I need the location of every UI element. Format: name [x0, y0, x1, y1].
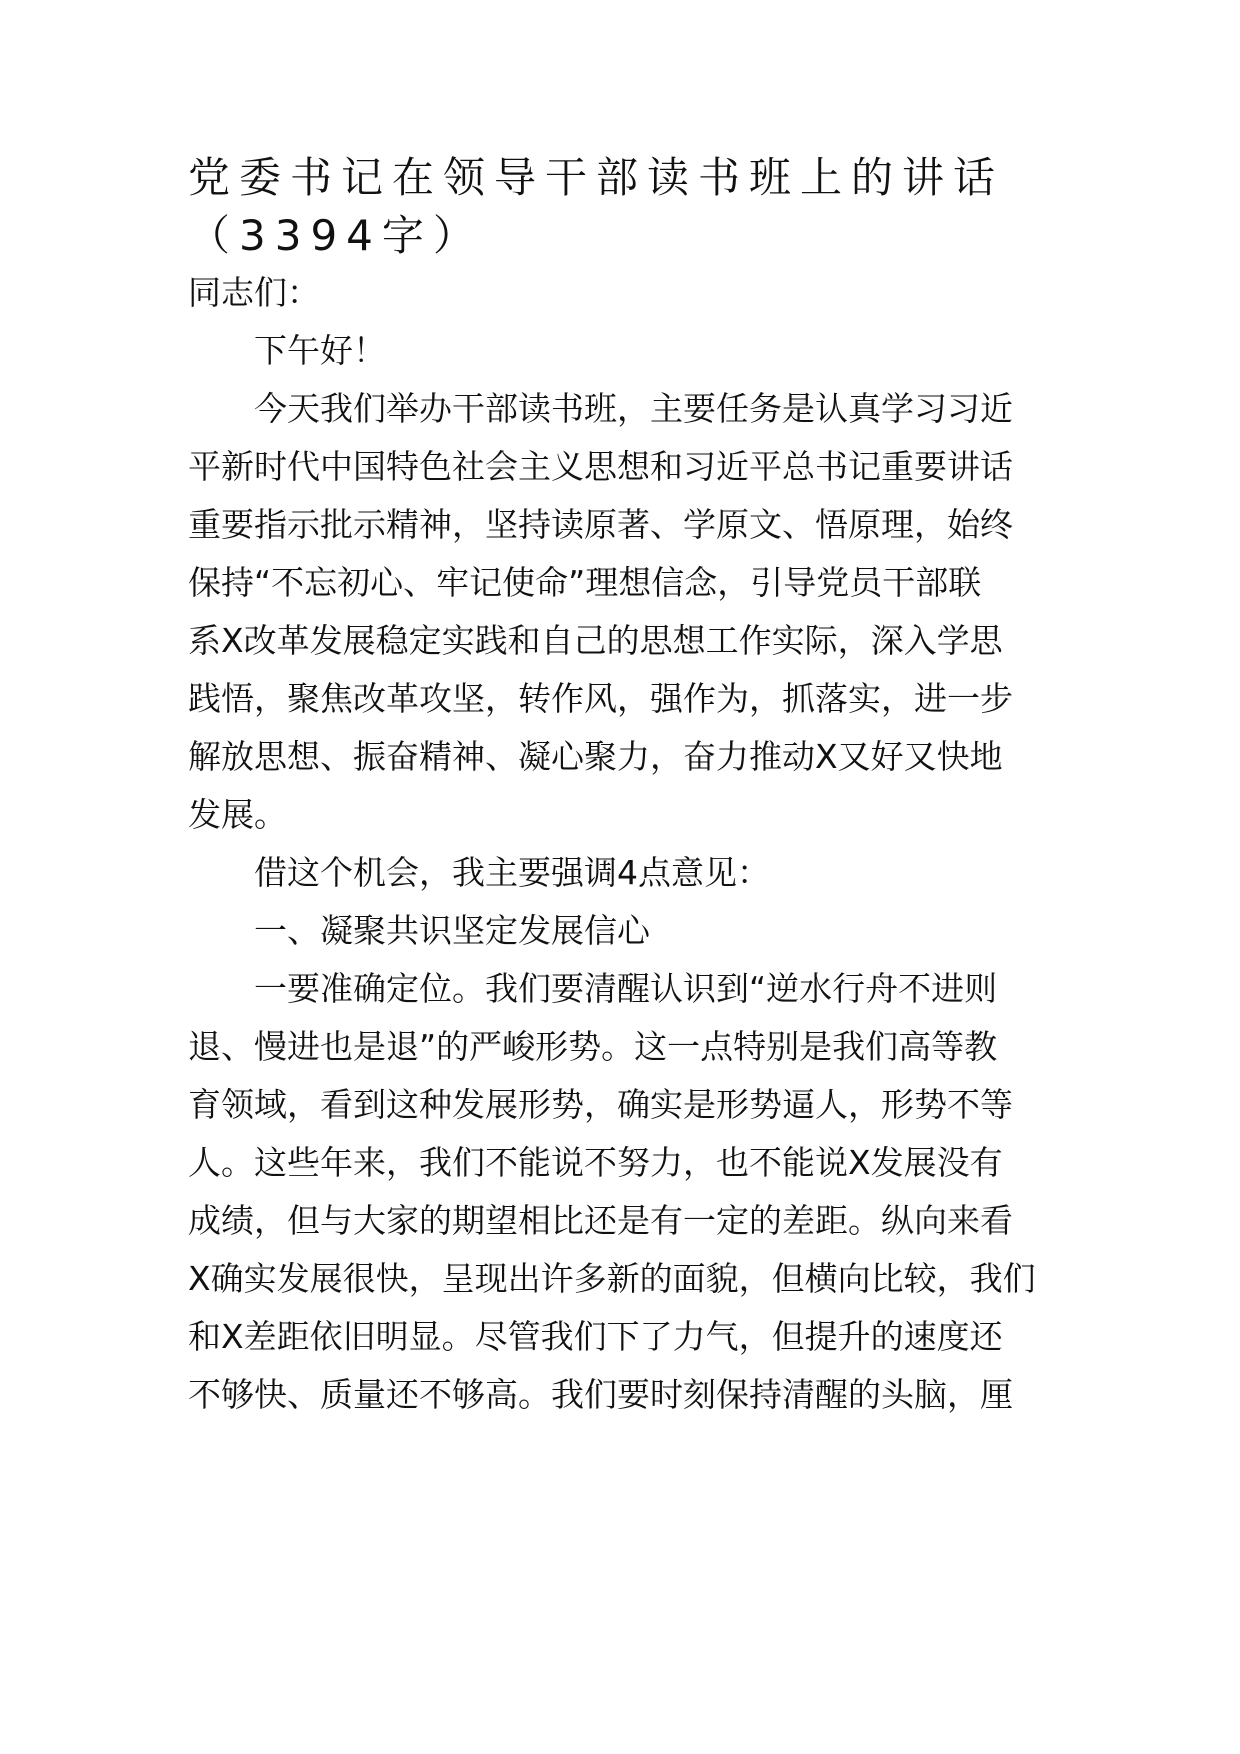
body-line: 和X差距依旧明显。尽管我们下了力气，但提升的速度还 — [188, 1317, 1003, 1356]
body-line: 系X改革发展稳定实践和自己的思想工作实际，深入学思 — [188, 621, 1003, 660]
body-line: 平新时代中国特色社会主义思想和习近平总书记重要讲话 — [188, 447, 1013, 486]
body-line: 今天我们举办干部读书班，主要任务是认真学习习近 — [254, 389, 1013, 428]
section-heading: 一、凝聚共识坚定发展信心 — [254, 911, 650, 950]
greeting: 下午好！ — [254, 331, 386, 370]
body-line: 重要指示批示精神，坚持读原著、学原文、悟原理，始终 — [188, 505, 1013, 544]
body-line: 借这个机会，我主要强调4点意见： — [254, 853, 770, 892]
body-line: 成绩，但与大家的期望相比还是有一定的差距。纵向来看 — [188, 1201, 1013, 1240]
body-line: 退、慢进也是退”的严峻形势。这一点特别是我们高等教 — [188, 1027, 998, 1066]
body-line: 一要准确定位。我们要清醒认识到“逆水行舟不进则 — [254, 969, 998, 1008]
document-title-line-2: （3394字） — [188, 211, 484, 260]
body-line: 人。这些年来，我们不能说不努力，也不能说X发展没有 — [188, 1143, 1003, 1182]
body-line: 发展。 — [188, 795, 287, 834]
body-line: 不够快、质量还不够高。我们要时刻保持清醒的头脑，厘 — [188, 1375, 1013, 1414]
body-line: 践悟，聚焦改革攻坚，转作风，强作为，抓落实，进一步 — [188, 679, 1013, 718]
document-title-line-1: 党委书记在领导干部读书班上的讲话 — [188, 153, 1005, 202]
body-line: X确实发展很快，呈现出许多新的面貌，但横向比较，我们 — [188, 1259, 1036, 1298]
body-line: 育领域，看到这种发展形势，确实是形势逼人，形势不等 — [188, 1085, 1013, 1124]
body-line: 保持“不忘初心、牢记使命”理想信念，引导党员干部联 — [188, 563, 982, 602]
body-line: 解放思想、振奋精神、凝心聚力，奋力推动X又好又快地 — [188, 737, 1003, 776]
salutation: 同志们： — [188, 273, 320, 312]
